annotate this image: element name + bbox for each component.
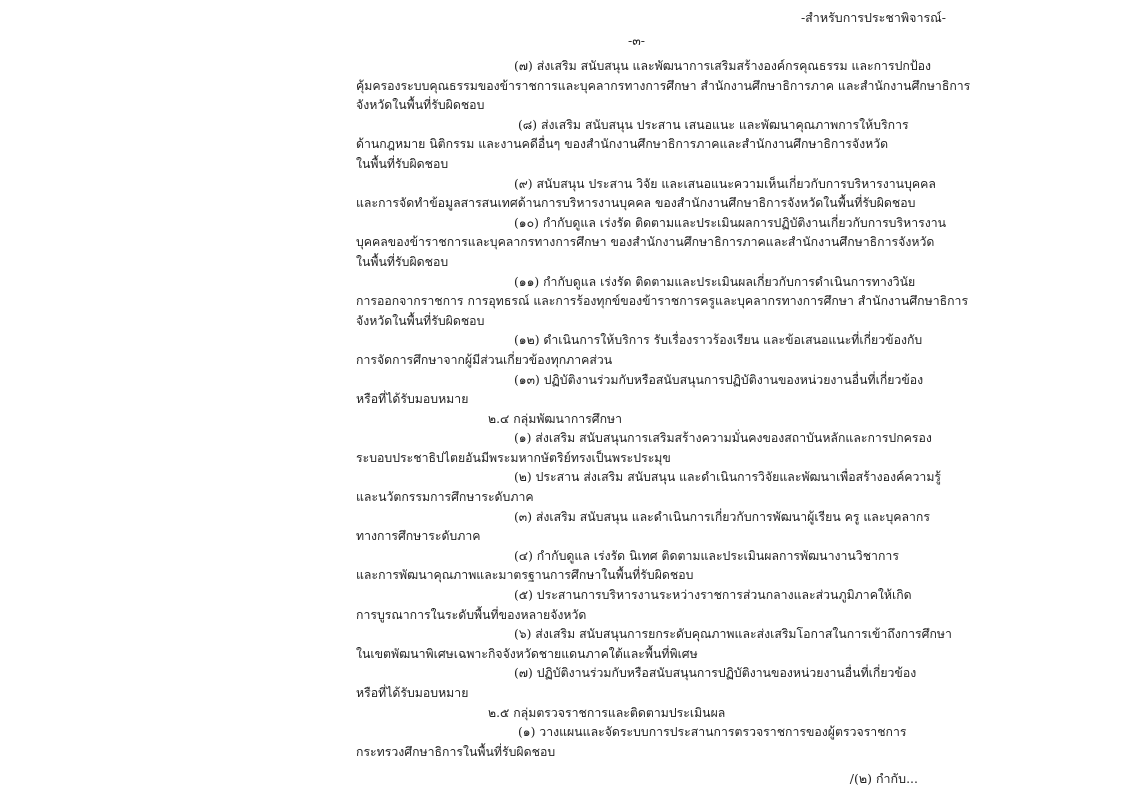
text-line: ในพื้นที่รับผิดชอบ xyxy=(356,254,449,269)
document-body xyxy=(356,57,971,762)
text-line: การจัดการศึกษาจากผู้มีส่วนเกี่ยวข้องทุกภาคส่วน xyxy=(356,352,613,367)
consultation-status-header: -สำหรับการประชาพิจารณ์- xyxy=(800,10,946,25)
text-line: และการพัฒนาคุณภาพและมาตรฐานการศึกษาในพื้นที่รับผิดชอบ xyxy=(356,568,694,583)
text-line: หรือที่ได้รับมอบหมาย xyxy=(356,392,469,407)
text-line: (๒) ประสาน ส่งเสริม สนับสนุน และดำเนินการวิจัยและพัฒนาเพื่อสร้างองค์ความรู้ xyxy=(514,470,942,485)
text-line: (๖) ส่งเสริม สนับสนุนการยกระดับคุณภาพและส่งเสริมโอกาสในการเข้าถึงการศึกษา xyxy=(514,627,952,642)
text-line: (๕) ประสานการบริหารงานระหว่างราชการส่วนกลางและส่วนภูมิภาคให้เกิด xyxy=(514,588,912,603)
section-heading: ๒.๔ กลุ่มพัฒนาการศึกษา xyxy=(488,411,623,426)
text-line: (๑๑) กำกับดูแล เร่งรัด ติดตามและประเมินผลเกี่ยวกับการดำเนินการทางวินัย xyxy=(514,274,916,289)
text-line: ในเขตพัฒนาพิเศษเฉพาะกิจจังหวัดชายแดนภาคใต้และพื้นที่พิเศษ xyxy=(356,646,698,661)
continuation-footer: /(๒) กำกับ... xyxy=(849,771,918,786)
text-line: และนวัตกรรมการศึกษาระดับภาค xyxy=(356,490,534,505)
text-line: การออกจากราชการ การอุทธรณ์ และการร้องทุกข์ของข้าราชการครูและบุคลากรทางการศึกษา สำนักงานศึกษาธิการ xyxy=(356,294,969,309)
text-line: (๑๐) กำกับดูแล เร่งรัด ติดตามและประเมินผลการปฏิบัติงานเกี่ยวกับการบริหารงาน xyxy=(514,215,947,230)
text-line: คุ้มครองระบบคุณธรรมของข้าราชการและบุคลากรทางการศึกษา สำนักงานศึกษาธิการภาค และสำนักงานศึกษาธิการ xyxy=(356,78,971,93)
text-line: (๑) ส่งเสริม สนับสนุนการเสริมสร้างความมั่นคงของสถาบันหลักและการปกครอง xyxy=(514,431,932,446)
text-line: (๑๓) ปฏิบัติงานร่วมกับหรือสนับสนุนการปฏิบัติงานของหน่วยงานอื่นที่เกี่ยวข้อง xyxy=(514,372,924,387)
text-line: ในพื้นที่รับผิดชอบ xyxy=(356,156,449,171)
text-line: (๑๒) ดำเนินการให้บริการ รับเรื่องราวร้องเรียน และข้อเสนอแนะที่เกี่ยวข้องกับ xyxy=(514,333,923,348)
text-line: (๗) ส่งเสริม สนับสนุน และพัฒนาการเสริมสร้างองค์กรคุณธรรม และการปกป้อง xyxy=(514,59,932,73)
text-line: จังหวัดในพื้นที่รับผิดชอบ xyxy=(356,313,485,328)
page-number: -๓- xyxy=(628,33,645,48)
text-line: จังหวัดในพื้นที่รับผิดชอบ xyxy=(356,98,485,113)
text-line: (๔) กำกับดูแล เร่งรัด นิเทศ ติดตามและประเมินผลการพัฒนางานวิชาการ xyxy=(514,548,899,563)
text-line: (๘) ส่งเสริม สนับสนุน ประสาน เสนอแนะ และพัฒนาคุณภาพการให้บริการ xyxy=(518,117,909,132)
text-line: และการจัดทำข้อมูลสารสนเทศด้านการบริหารงานบุคคล ของสำนักงานศึกษาธิการจังหวัดในพื้นที่รับผิดชอบ xyxy=(356,196,916,211)
text-line: (๗) ปฏิบัติงานร่วมกับหรือสนับสนุนการปฏิบัติงานของหน่วยงานอื่นที่เกี่ยวข้อง xyxy=(514,666,917,681)
text-line: ทางการศึกษาระดับภาค xyxy=(356,529,481,544)
text-line: (๓) ส่งเสริม สนับสนุน และดำเนินการเกี่ยวกับการพัฒนาผู้เรียน ครู และบุคลากร xyxy=(514,509,930,524)
section-heading: ๒.๕ กลุ่มตรวจราชการและติดตามประเมินผล xyxy=(488,705,726,720)
text-line: ระบอบประชาธิปไตยอันมีพระมหากษัตริย์ทรงเป็นพระประมุข xyxy=(356,450,671,465)
text-line: หรือที่ได้รับมอบหมาย xyxy=(356,686,469,700)
text-line: ด้านกฎหมาย นิติกรรม และงานคดีอื่นๆ ของสำนักงานศึกษาธิการภาคและสำนักงานศึกษาธิการจังหวัด xyxy=(356,137,889,152)
text-line: การบูรณาการในระดับพื้นที่ของหลายจังหวัด xyxy=(356,607,587,622)
text-line: บุคคลของข้าราชการและบุคลากรทางการศึกษา ของสำนักงานศึกษาธิการภาคและสำนักงานศึกษาธิการจังหวัด xyxy=(356,235,935,250)
text-line: (๙) สนับสนุน ประสาน วิจัย และเสนอแนะความเห็นเกี่ยวกับการบริหารงานบุคคล xyxy=(514,176,936,191)
text-line: กระทรวงศึกษาธิการในพื้นที่รับผิดชอบ xyxy=(356,744,556,759)
text-line: (๑) วางแผนและจัดระบบการประสานการตรวจราชการของผู้ตรวจราชการ xyxy=(518,725,907,740)
